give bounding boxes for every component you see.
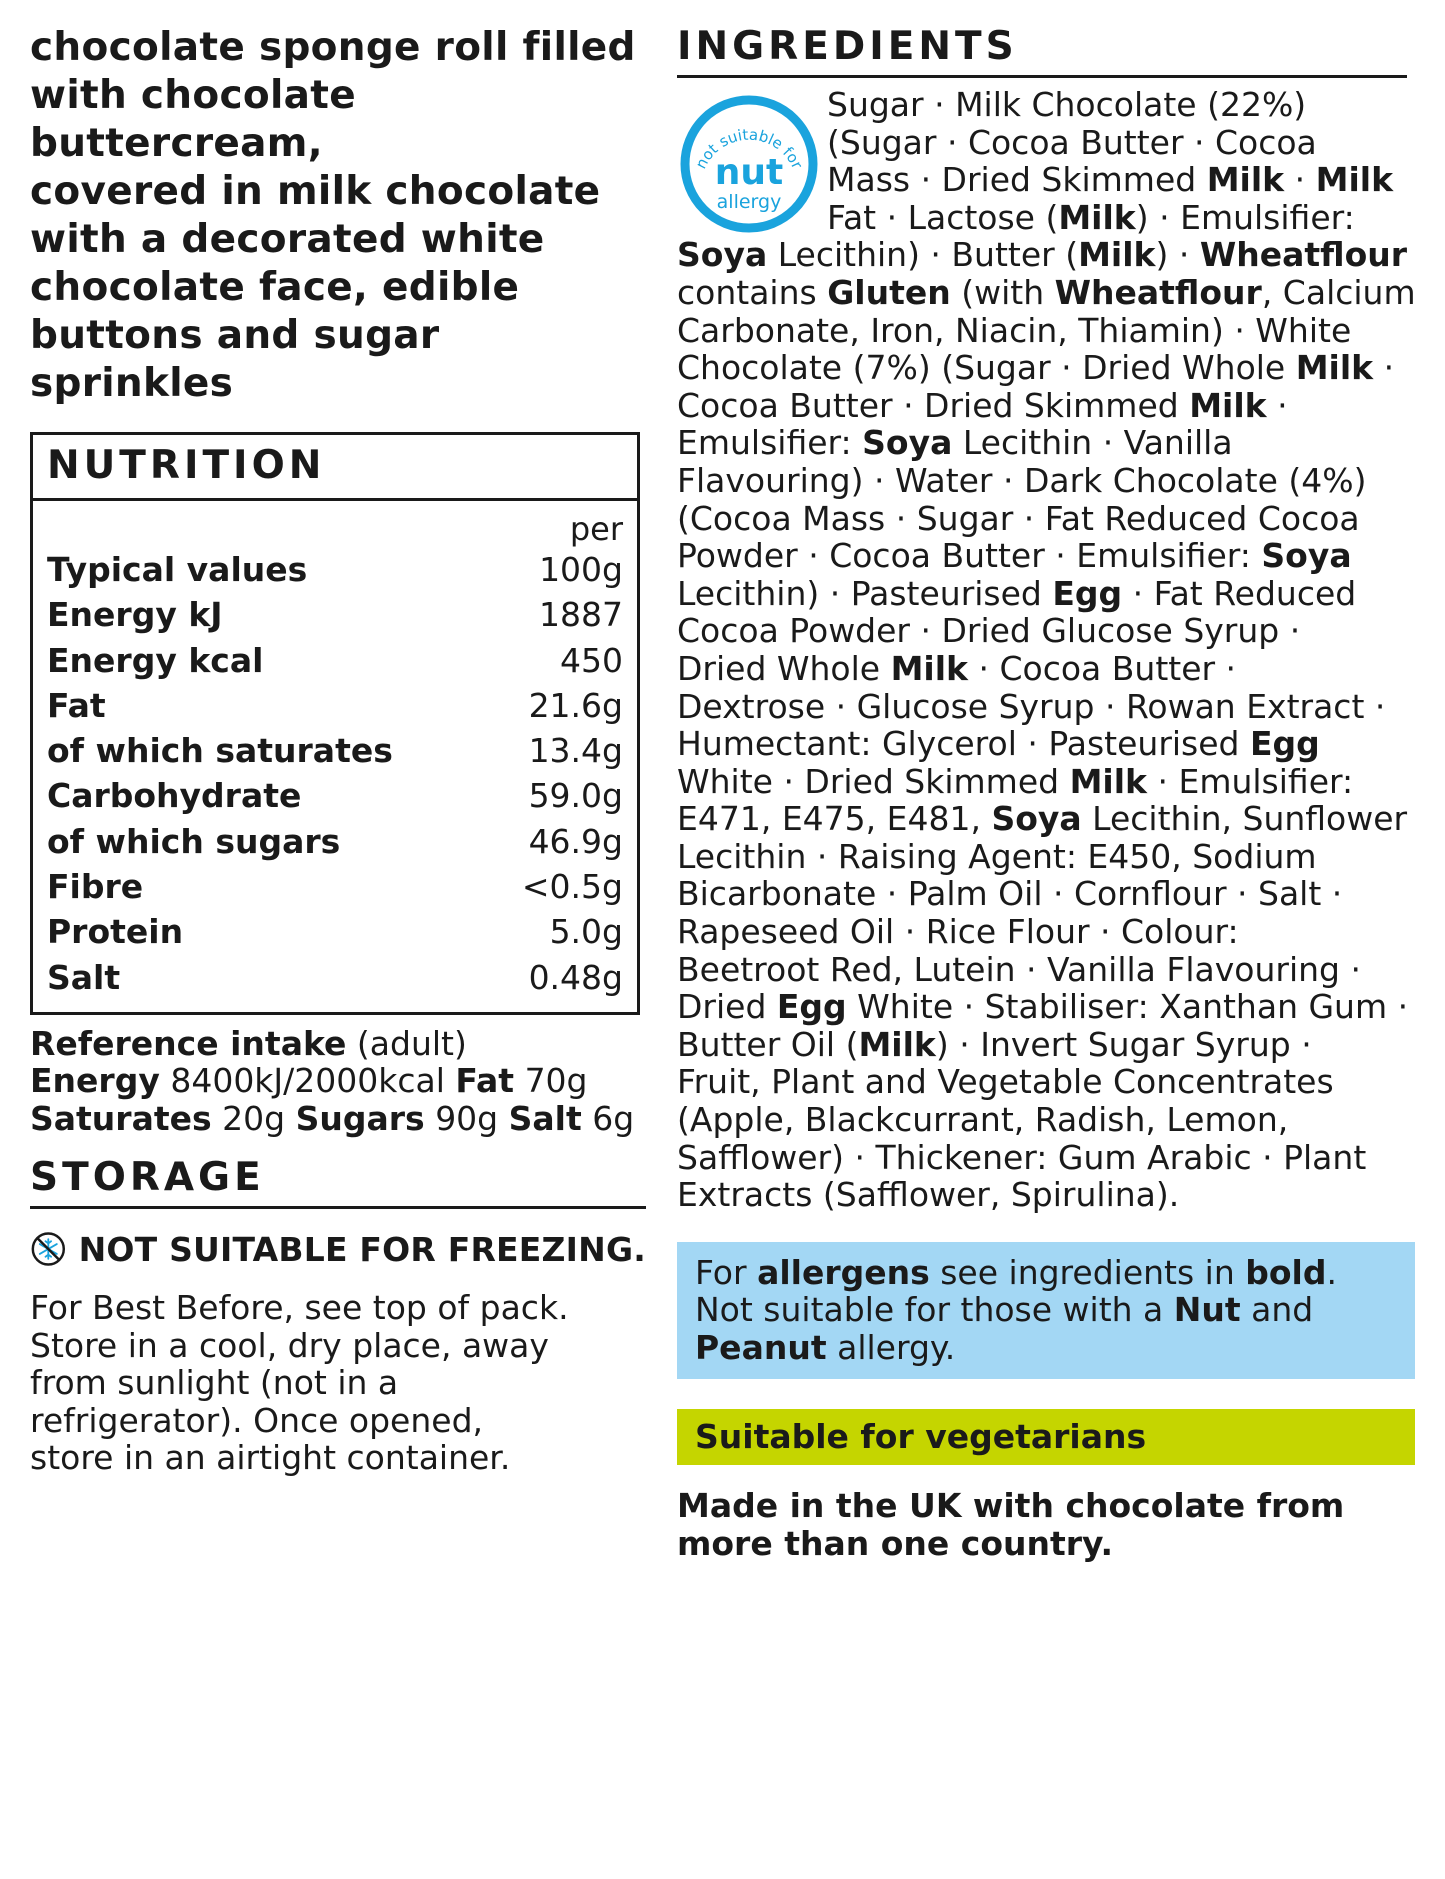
reference-intake: Reference intake (adult) Energy 8400kJ/2000kcal Fat 70g Saturates 20g Sugars 90g Salt 6g xyxy=(30,1023,635,1138)
text-line: Fat · Lactose (Milk) · Emulsifier: xyxy=(827,197,1355,237)
text-line: (Sugar · Cocoa Butter · Cocoa xyxy=(827,122,1317,162)
nutrition-label: Salt xyxy=(47,957,121,997)
text-line: Butter Oil (Milk) · Invert Sugar Syrup · xyxy=(677,1024,1312,1064)
product-description: chocolate sponge roll filled with chocolate buttercream, covered in milk chocolate with a decorated white chocolate face, edible buttons and sugar sprinkles xyxy=(30,25,636,406)
per-label: per xyxy=(569,510,623,548)
nutrition-label: Energy kJ xyxy=(47,595,223,635)
nut-allergy-badge-icon xyxy=(677,92,821,236)
nutrition-label: of which saturates xyxy=(47,731,393,771)
nutrition-row xyxy=(47,773,623,818)
text-line: White · Dried Skimmed Milk · Emulsifier: xyxy=(677,761,1354,801)
nutrition-value: 450 xyxy=(560,640,623,680)
nutrition-label: Fibre xyxy=(47,867,144,907)
text-line: Rapeseed Oil · Rice Flour · Colour: xyxy=(677,912,1239,952)
nutrition-label: of which sugars xyxy=(47,821,341,861)
text-line: Sugar · Milk Chocolate (22%) xyxy=(827,85,1307,124)
vegetarian-banner: Suitable for vegetarians xyxy=(677,1409,1415,1465)
text-line: Humectant: Glycerol · Pasteurised Egg xyxy=(677,724,1320,764)
storage-instructions: For Best Before, see top of pack. Store in a cool, dry place, away from sunlight (not in a refrigerator). Once opened, store in an airtight container. xyxy=(30,1288,569,1478)
nutrition-value: 21.6g xyxy=(528,685,623,725)
nutrition-value: 46.9g xyxy=(528,821,623,861)
text-line: Flavouring) · Water · Dark Chocolate (4%) xyxy=(677,460,1367,500)
nutrition-row xyxy=(47,819,623,864)
text-line: E471, E475, E481, Soya Lecithin, Sunflower xyxy=(677,799,1408,839)
svg-text:not suitable for: not suitable for xyxy=(691,125,807,172)
svg-text:nut: nut xyxy=(714,152,784,193)
text-line: Fruit, Plant and Vegetable Concentrates xyxy=(677,1062,1334,1102)
text-line: Cocoa Powder · Dried Glucose Syrup · xyxy=(677,611,1301,651)
nutrition-value: 5.0g xyxy=(549,912,623,952)
nutrition-row xyxy=(47,728,623,773)
nutrition-row xyxy=(47,683,623,728)
text-line: Safflower) · Thickener: Gum Arabic · Plant xyxy=(677,1137,1367,1177)
nutrition-value: 0.48g xyxy=(528,957,623,997)
nutrition-value: 1887 xyxy=(539,595,623,635)
text-line: Beetroot Red, Lutein · Vanilla Flavouring · xyxy=(677,949,1361,989)
text-line: (Apple, Blackcurrant, Radish, Lemon, xyxy=(677,1100,1289,1140)
nutrition-label: Carbohydrate xyxy=(47,776,302,816)
text-line: Chocolate (7%) (Sugar · Dried Whole Milk · xyxy=(677,348,1395,388)
text-line: Extracts (Safflower, Spirulina). xyxy=(677,1175,1180,1215)
text-line: For allergens see ingredients in bold. xyxy=(695,1252,1337,1292)
nutrition-label: Protein xyxy=(47,912,184,952)
left-column xyxy=(30,24,646,1477)
nutrition-title: NUTRITION xyxy=(33,435,637,501)
allergen-notice xyxy=(677,1242,1415,1379)
text-line: (Cocoa Mass · Sugar · Fat Reduced Cocoa xyxy=(677,498,1360,538)
ingredients-text xyxy=(677,86,1415,1214)
nutrition-header-row: Typical values 100g xyxy=(47,550,623,589)
nutrition-value: 59.0g xyxy=(528,776,623,816)
text-line: Cocoa Butter · Dried Skimmed Milk · xyxy=(677,385,1288,425)
nutrition-label: Energy kcal xyxy=(47,640,264,680)
text-line: Soya Lecithin) · Butter (Milk) · Wheatflour xyxy=(677,235,1408,275)
text-line: Mass · Dried Skimmed Milk · Milk xyxy=(827,160,1394,200)
nutrition-value: 13.4g xyxy=(528,731,623,771)
svg-text:allergy: allergy xyxy=(716,191,782,213)
nutrition-row xyxy=(47,955,623,1000)
text-line: Not suitable for those with a Nut and xyxy=(695,1290,1314,1330)
right-column xyxy=(677,24,1415,1563)
text-line: Powder · Cocoa Butter · Emulsifier: Soya xyxy=(677,536,1352,576)
nutrition-value: <0.5g xyxy=(521,867,623,907)
text-line: Lecithin) · Pasteurised Egg · Fat Reduced xyxy=(677,573,1357,613)
text-line: Peanut allergy. xyxy=(695,1328,956,1367)
text-line: Bicarbonate · Palm Oil · Cornflour · Salt · xyxy=(677,874,1343,914)
nutrition-table xyxy=(30,432,640,1015)
nutrition-row xyxy=(47,909,623,954)
ingredients-title: INGREDIENTS xyxy=(677,24,1407,78)
text-line: contains Gluten (with Wheatflour, Calcium xyxy=(677,272,1416,312)
nutrition-label: Fat xyxy=(47,685,106,725)
text-line: Emulsifier: Soya Lecithin · Vanilla xyxy=(677,423,1233,463)
nutrition-row xyxy=(47,592,623,637)
nutrition-rows xyxy=(47,592,623,1000)
text-line: Carbonate, Iron, Niacin, Thiamin) · White xyxy=(677,310,1352,350)
origin-statement: Made in the UK with chocolate from more than one country. xyxy=(677,1485,1345,1563)
nutrition-row xyxy=(47,638,623,683)
ingredients-area xyxy=(677,86,1415,1214)
text-line: Dried Egg White · Stabiliser: Xanthan Gum · xyxy=(677,987,1409,1027)
freeze-warning: NOT SUITABLE FOR FREEZING. xyxy=(30,1223,646,1275)
storage-title: STORAGE xyxy=(30,1155,646,1209)
no-freezing-icon xyxy=(30,1223,67,1275)
text-line: Dextrose · Glucose Syrup · Rowan Extract · xyxy=(677,686,1386,726)
nutrition-row xyxy=(47,864,623,909)
text-line: Dried Whole Milk · Cocoa Butter · xyxy=(677,648,1237,688)
text-line: Lecithin · Raising Agent: E450, Sodium xyxy=(677,836,1317,876)
